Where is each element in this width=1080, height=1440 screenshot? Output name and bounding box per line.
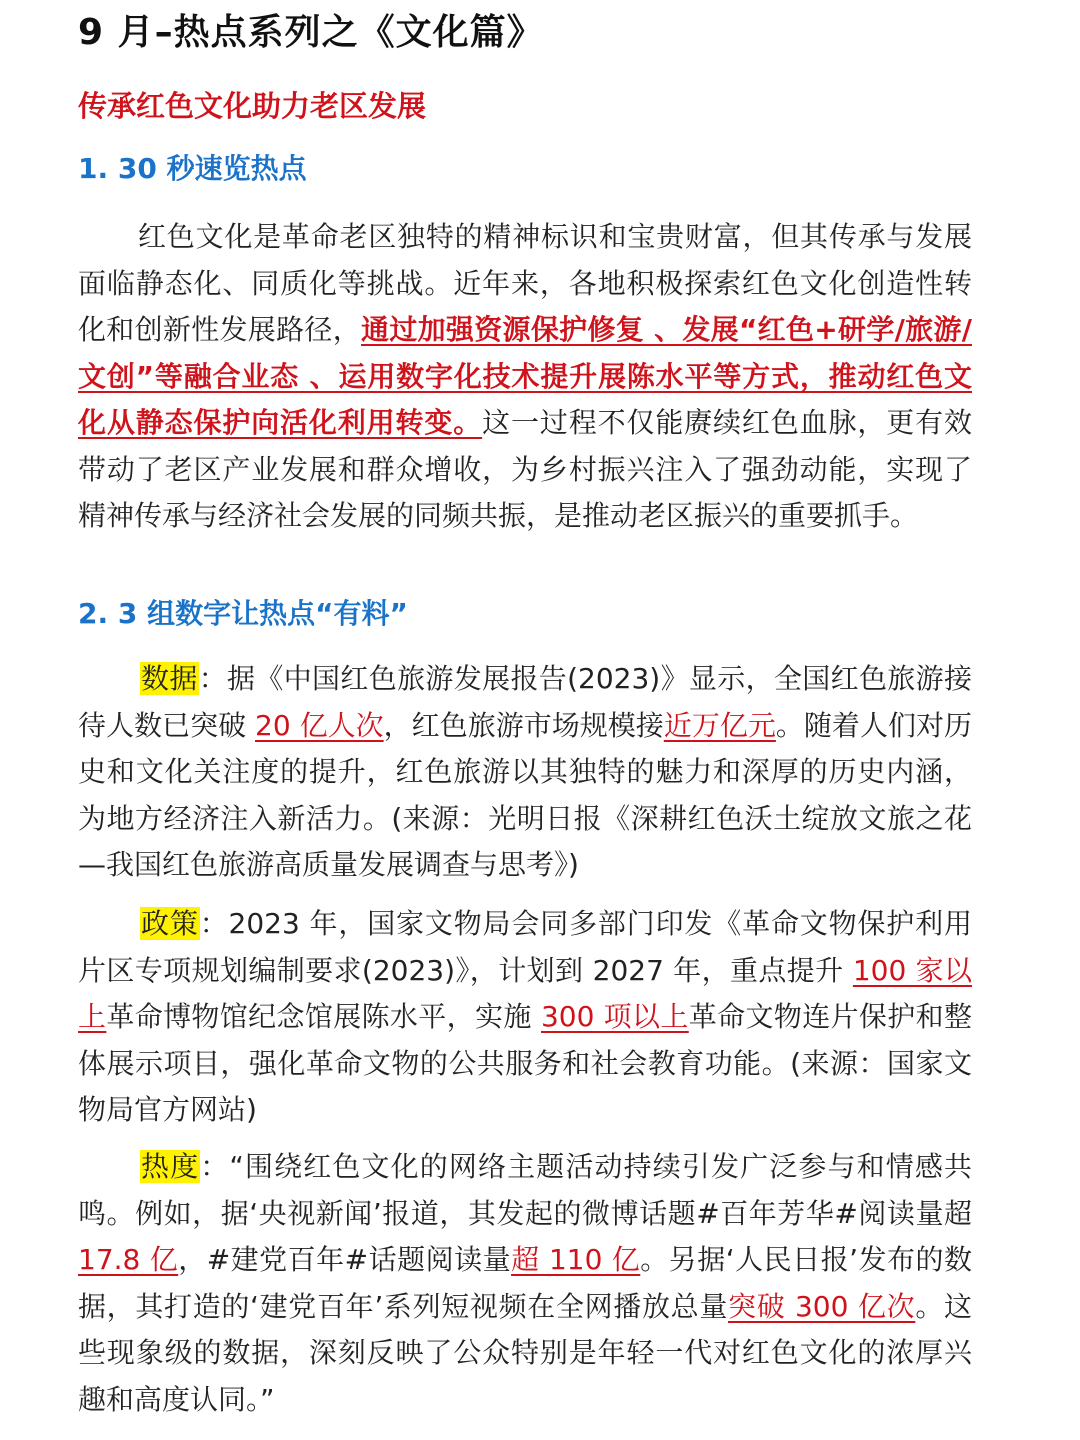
heat-figure-topic: 超 110 亿 xyxy=(511,1243,641,1276)
data-figure-market: 近万亿元 xyxy=(663,708,776,742)
heat-paragraph xyxy=(78,1144,972,1423)
data-text-3: 。随着人们对历史和文化关注度的提升，红色旅游以其独特的魅力和深厚的历史内涵，为地方经济注入新活力。(来源：光明日报《深耕红色沃土绽放文旅之花—我国红色旅游高质量发展调查与思考》) xyxy=(78,708,972,881)
data-text-2: ，红色旅游市场规模接 xyxy=(383,708,664,742)
heat-text-1: ：“围绕红色文化的网络主题活动持续引发广泛参与和情感共鸣。例如，据‘央视新闻’报道，其发起的微博话题#百年芳华#阅读量超 xyxy=(78,1150,972,1230)
data-figure-visitors: 20 亿人次 xyxy=(255,708,384,742)
section-heading-overview: 1. 30 秒速览热点 xyxy=(78,152,307,185)
policy-figure-projects: 300 项以上 xyxy=(540,1000,689,1033)
heat-text-3: 。另据‘人民日报’发布的数据，其打造的‘建党百年’系列短视频在全网播放总量 xyxy=(78,1243,972,1323)
heat-label-highlight: 热度 xyxy=(141,1150,200,1183)
overview-text-start: 红色文化是革命老区独特的精神标识和宝贵财富，但其传承与发展面临静态化、同质化等挑战。近年来，各地积极探索红色文化创造性转化和创新性发展路径， xyxy=(78,220,972,346)
overview-text-end: 这一过程不仅能赓续红色血脉，更有效带动了老区产业发展和群众增收，为乡村振兴注入了强劲动能，实现了精神传承与经济社会发展的同频共振，是推动老区振兴的重要抓手。 xyxy=(78,406,972,532)
policy-figure-museums: 100 家以上 xyxy=(78,953,972,1033)
data-paragraph xyxy=(78,656,972,889)
policy-text-3: 革命文物连片保护和整体展示项目，强化革命文物的公共服务和社会教育功能。(来源：国家文物局官方网站) xyxy=(78,1000,972,1126)
overview-paragraph xyxy=(78,214,972,540)
overview-emphasis: 通过加强资源保护修复 、发展“红色+研学/旅游/文创”等融合业态 、运用数字化技术提升展陈水平等方式，推动红色文化从静态保护向活化利用转变。 xyxy=(78,313,972,439)
heat-text-4: 。这些现象级的数据，深刻反映了公众特别是年轻一代对红色文化的浓厚兴趣和高度认同。” xyxy=(78,1289,972,1416)
article-subtitle: 传承红色文化助力老区发展 xyxy=(78,89,427,123)
policy-label-highlight: 政策 xyxy=(141,907,199,940)
policy-text-2: 革命博物馆纪念馆展陈水平，实施 xyxy=(106,1000,541,1033)
policy-paragraph xyxy=(78,901,972,1134)
data-text-1: ：据《中国红色旅游发展报告(2023)》显示，全国红色旅游接待人数已突破 xyxy=(78,662,972,742)
page-title: 9 月–热点系列之《文化篇》 xyxy=(78,12,544,53)
policy-text-1: ：2023 年，国家文物局会同多部门印发《革命文物保护利用片区专项规划编制要求(2023)》，计划到 2027 年，重点提升 xyxy=(78,907,972,987)
data-label-highlight: 数据 xyxy=(141,662,198,695)
section-heading-numbers: 2. 3 组数字让热点“有料” xyxy=(78,597,408,630)
heat-figure-weibo: 17.8 亿 xyxy=(78,1243,179,1276)
heat-figure-video: 突破 300 亿次 xyxy=(728,1289,916,1323)
heat-text-2: ，#建党百年#话题阅读量 xyxy=(178,1243,512,1276)
